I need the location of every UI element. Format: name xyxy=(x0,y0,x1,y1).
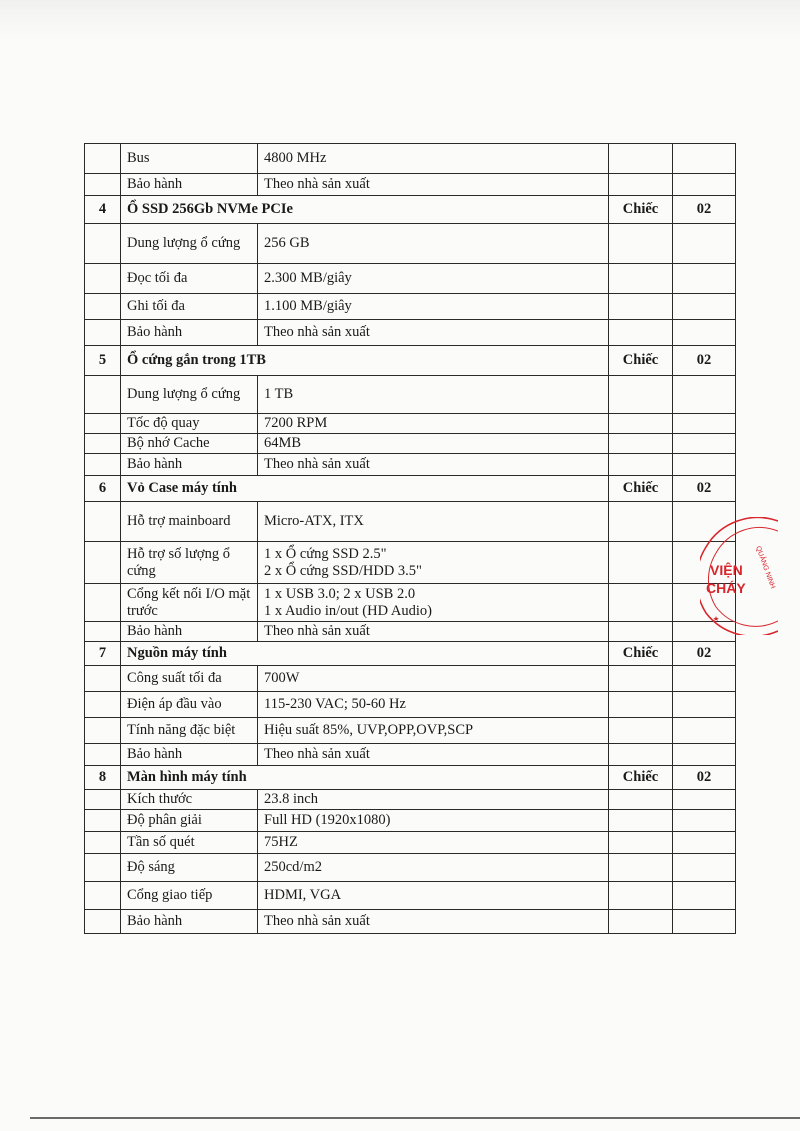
item-quantity: 02 xyxy=(673,642,736,666)
item-quantity-empty xyxy=(673,882,736,910)
item-quantity-empty xyxy=(673,224,736,264)
spec-attribute: Đọc tối đa xyxy=(121,264,258,294)
spec-row xyxy=(85,718,736,744)
item-number xyxy=(85,144,121,174)
item-quantity-empty xyxy=(673,832,736,854)
spec-value: Micro-ATX, ITX xyxy=(258,502,609,542)
spec-attribute: Độ sáng xyxy=(121,854,258,882)
item-unit-empty xyxy=(609,264,673,294)
spec-row xyxy=(85,542,736,584)
spec-attribute: Bảo hành xyxy=(121,174,258,196)
item-number: 5 xyxy=(85,346,121,376)
spec-value: 250cd/m2 xyxy=(258,854,609,882)
item-number xyxy=(85,454,121,476)
spec-row xyxy=(85,744,736,766)
item-unit-empty xyxy=(609,376,673,414)
spec-attribute: Độ phân giải xyxy=(121,810,258,832)
item-quantity: 02 xyxy=(673,196,736,224)
item-unit-empty xyxy=(609,434,673,454)
stamp-arc-text: QUẢNG NINH xyxy=(754,545,776,590)
spec-value: 1 x Ổ cứng SSD 2.5" 2 x Ổ cứng SSD/HDD 3.5" xyxy=(258,542,609,584)
spec-attribute: Dung lượng ổ cứng xyxy=(121,376,258,414)
spec-attribute: Ghi tối đa xyxy=(121,294,258,320)
spec-row xyxy=(85,174,736,196)
spec-attribute: Kích thước xyxy=(121,790,258,810)
item-unit-empty xyxy=(609,454,673,476)
item-unit-empty xyxy=(609,144,673,174)
spec-row xyxy=(85,320,736,346)
spec-value: 1 TB xyxy=(258,376,609,414)
spec-attribute: Cổng giao tiếp xyxy=(121,882,258,910)
item-quantity-empty xyxy=(673,434,736,454)
item-quantity-empty xyxy=(673,584,736,622)
spec-row xyxy=(85,224,736,264)
spec-attribute: Bảo hành xyxy=(121,622,258,642)
item-unit-empty xyxy=(609,810,673,832)
item-title: Nguồn máy tính xyxy=(121,642,609,666)
spec-row xyxy=(85,502,736,542)
item-number xyxy=(85,264,121,294)
item-number xyxy=(85,414,121,434)
item-quantity-empty xyxy=(673,294,736,320)
spec-value: 23.8 inch xyxy=(258,790,609,810)
item-number xyxy=(85,502,121,542)
item-title: Vỏ Case máy tính xyxy=(121,476,609,502)
spec-row xyxy=(85,584,736,622)
spec-attribute: Hỗ trợ số lượng ổ cứng xyxy=(121,542,258,584)
page-bottom-edge xyxy=(30,1117,800,1119)
spec-value: Theo nhà sản xuất xyxy=(258,622,609,642)
spec-value: Theo nhà sản xuất xyxy=(258,320,609,346)
spec-row xyxy=(85,294,736,320)
spec-table-body xyxy=(85,144,736,934)
spec-row xyxy=(85,666,736,692)
spec-row xyxy=(85,454,736,476)
stamp-text-line2: CHÁY xyxy=(706,580,746,596)
item-number xyxy=(85,744,121,766)
item-quantity: 02 xyxy=(673,476,736,502)
spec-row xyxy=(85,144,736,174)
item-number xyxy=(85,910,121,934)
item-unit-empty xyxy=(609,174,673,196)
item-quantity-empty xyxy=(673,414,736,434)
spec-row xyxy=(85,376,736,414)
spec-attribute: Dung lượng ổ cứng xyxy=(121,224,258,264)
item-header-row xyxy=(85,346,736,376)
spec-value: 115-230 VAC; 50-60 Hz xyxy=(258,692,609,718)
spec-attribute: Điện áp đầu vào xyxy=(121,692,258,718)
item-header-row xyxy=(85,196,736,224)
item-unit-empty xyxy=(609,320,673,346)
item-quantity-empty xyxy=(673,810,736,832)
spec-attribute: Tốc độ quay xyxy=(121,414,258,434)
item-number xyxy=(85,854,121,882)
item-header-row xyxy=(85,476,736,502)
item-unit-empty xyxy=(609,790,673,810)
item-title: Ổ SSD 256Gb NVMe PCIe xyxy=(121,196,609,224)
item-quantity: 02 xyxy=(673,766,736,790)
item-number xyxy=(85,882,121,910)
item-unit-empty xyxy=(609,224,673,264)
spec-attribute: Hỗ trợ mainboard xyxy=(121,502,258,542)
item-number xyxy=(85,434,121,454)
item-unit-empty xyxy=(609,882,673,910)
spec-value: Hiệu suất 85%, UVP,OPP,OVP,SCP xyxy=(258,718,609,744)
item-unit-empty xyxy=(609,910,673,934)
spec-value: 1 x USB 3.0; 2 x USB 2.0 1 x Audio in/out (HD Audio) xyxy=(258,584,609,622)
spec-row xyxy=(85,414,736,434)
item-unit-empty xyxy=(609,832,673,854)
item-unit: Chiếc xyxy=(609,196,673,224)
spec-value: Theo nhà sản xuất xyxy=(258,744,609,766)
item-number xyxy=(85,666,121,692)
item-unit-empty xyxy=(609,622,673,642)
item-unit: Chiếc xyxy=(609,766,673,790)
item-number: 4 xyxy=(85,196,121,224)
spec-row xyxy=(85,790,736,810)
spec-row xyxy=(85,832,736,854)
spec-attribute: Bus xyxy=(121,144,258,174)
item-unit-empty xyxy=(609,666,673,692)
item-number xyxy=(85,376,121,414)
item-quantity-empty xyxy=(673,320,736,346)
spec-value: HDMI, VGA xyxy=(258,882,609,910)
item-quantity-empty xyxy=(673,910,736,934)
spec-value: 64MB xyxy=(258,434,609,454)
item-quantity: 02 xyxy=(673,346,736,376)
item-unit-empty xyxy=(609,692,673,718)
page-top-shading xyxy=(0,0,800,40)
item-number xyxy=(85,790,121,810)
item-title: Màn hình máy tính xyxy=(121,766,609,790)
item-quantity-empty xyxy=(673,502,736,542)
item-quantity-empty xyxy=(673,718,736,744)
spec-row xyxy=(85,854,736,882)
spec-attribute: Bảo hành xyxy=(121,454,258,476)
item-number xyxy=(85,320,121,346)
item-number xyxy=(85,622,121,642)
item-unit-empty xyxy=(609,414,673,434)
spec-value: 1.100 MB/giây xyxy=(258,294,609,320)
stamp-text-line1: VIỆN xyxy=(710,562,743,578)
spec-row xyxy=(85,882,736,910)
spec-row xyxy=(85,910,736,934)
item-quantity-empty xyxy=(673,622,736,642)
item-quantity-empty xyxy=(673,666,736,692)
item-quantity-empty xyxy=(673,144,736,174)
spec-attribute: Tần số quét xyxy=(121,832,258,854)
item-unit-empty xyxy=(609,294,673,320)
item-quantity-empty xyxy=(673,376,736,414)
item-title: Ổ cứng gắn trong 1TB xyxy=(121,346,609,376)
item-number: 8 xyxy=(85,766,121,790)
item-number xyxy=(85,692,121,718)
item-unit-empty xyxy=(609,718,673,744)
item-number xyxy=(85,832,121,854)
item-number xyxy=(85,174,121,196)
spec-value: 700W xyxy=(258,666,609,692)
item-quantity-empty xyxy=(673,744,736,766)
spec-row xyxy=(85,434,736,454)
item-number xyxy=(85,224,121,264)
item-quantity-empty xyxy=(673,454,736,476)
item-quantity-empty xyxy=(673,542,736,584)
item-unit: Chiếc xyxy=(609,476,673,502)
spec-value: Theo nhà sản xuất xyxy=(258,910,609,934)
spec-value: Full HD (1920x1080) xyxy=(258,810,609,832)
item-number xyxy=(85,584,121,622)
spec-value: 256 GB xyxy=(258,224,609,264)
item-header-row xyxy=(85,766,736,790)
spec-value: 4800 MHz xyxy=(258,144,609,174)
spec-attribute: Bảo hành xyxy=(121,744,258,766)
spec-value: Theo nhà sản xuất xyxy=(258,454,609,476)
spec-attribute: Công suất tối đa xyxy=(121,666,258,692)
spec-attribute: Tính năng đặc biệt xyxy=(121,718,258,744)
item-unit-empty xyxy=(609,854,673,882)
item-quantity-empty xyxy=(673,264,736,294)
item-unit-empty xyxy=(609,542,673,584)
item-quantity-empty xyxy=(673,174,736,196)
spec-row xyxy=(85,622,736,642)
spec-attribute: Bộ nhớ Cache xyxy=(121,434,258,454)
item-unit: Chiếc xyxy=(609,642,673,666)
item-number xyxy=(85,718,121,744)
item-quantity-empty xyxy=(673,854,736,882)
item-unit-empty xyxy=(609,502,673,542)
spec-attribute: Bảo hành xyxy=(121,320,258,346)
spec-row xyxy=(85,810,736,832)
spec-attribute: Bảo hành xyxy=(121,910,258,934)
item-unit: Chiếc xyxy=(609,346,673,376)
spec-attribute: Cổng kết nối I/O mặt trước xyxy=(121,584,258,622)
spec-value: 2.300 MB/giây xyxy=(258,264,609,294)
spec-row xyxy=(85,264,736,294)
item-number xyxy=(85,294,121,320)
item-quantity-empty xyxy=(673,692,736,718)
item-number xyxy=(85,542,121,584)
item-unit-empty xyxy=(609,744,673,766)
item-number: 7 xyxy=(85,642,121,666)
spec-table xyxy=(84,143,736,934)
spec-row xyxy=(85,692,736,718)
item-header-row xyxy=(85,642,736,666)
item-unit-empty xyxy=(609,584,673,622)
spec-value: 7200 RPM xyxy=(258,414,609,434)
item-number: 6 xyxy=(85,476,121,502)
item-number xyxy=(85,810,121,832)
spec-value: Theo nhà sản xuất xyxy=(258,174,609,196)
spec-value: 75HZ xyxy=(258,832,609,854)
item-quantity-empty xyxy=(673,790,736,810)
